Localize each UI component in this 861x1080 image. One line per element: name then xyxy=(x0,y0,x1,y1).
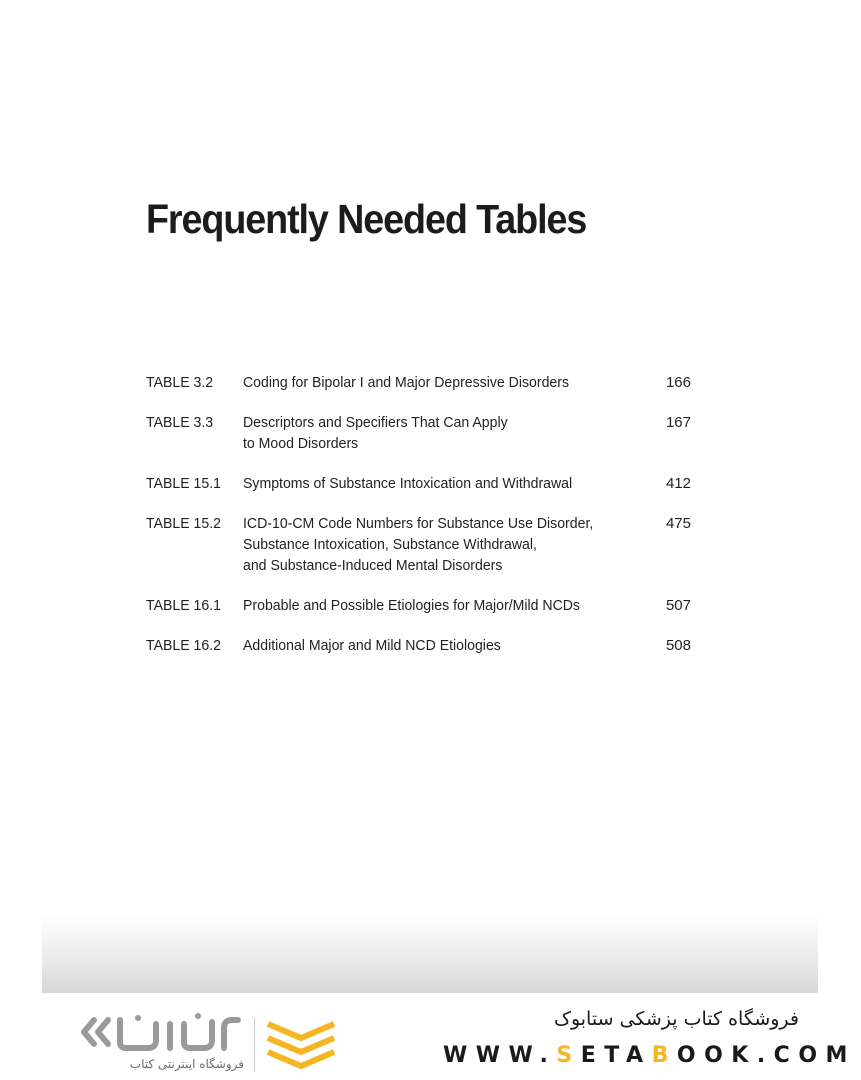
table-row xyxy=(146,372,691,393)
url-accent: B xyxy=(651,1043,677,1068)
table-title: Descriptors and Specifiers That Can Apply to Mood Disorders xyxy=(243,414,508,452)
table-page: 412 xyxy=(665,475,691,492)
table-number: TABLE 3.3 xyxy=(146,414,214,431)
chevron-stack-icon xyxy=(264,1018,338,1074)
url-accent: S xyxy=(556,1043,581,1068)
table-row xyxy=(146,595,691,616)
table-number: TABLE 16.2 xyxy=(146,637,221,654)
table-number: TABLE 3.2 xyxy=(146,374,214,391)
table-page: 507 xyxy=(665,597,691,614)
logo-divider xyxy=(254,1018,255,1072)
logo-wordmark-icon xyxy=(78,1012,243,1056)
table-number: TABLE 16.1 xyxy=(146,597,221,614)
table-page: 475 xyxy=(665,515,691,532)
table-row xyxy=(146,635,691,656)
page-title: Frequently Needed Tables xyxy=(146,196,587,242)
table-title: Additional Major and Mild NCD Etiologies xyxy=(243,637,501,654)
url-text: WWW. xyxy=(443,1043,557,1068)
logo-subtitle: فروشگاه اینترنتی کتاب xyxy=(129,1057,244,1071)
url-text: OOK.COM xyxy=(676,1043,856,1068)
table-title: Symptoms of Substance Intoxication and Withdrawal xyxy=(243,475,573,492)
store-logo xyxy=(78,1012,340,1078)
table-title: Probable and Possible Etiologies for Major/Mild NCDs xyxy=(243,597,580,614)
table-title: ICD-10-CM Code Numbers for Substance Use Disorder, Substance Intoxication, Substance Withdrawal, and Substance-Induced Mental Disorders xyxy=(243,515,594,574)
store-url[interactable] xyxy=(443,1043,856,1068)
table-row xyxy=(146,473,691,494)
table-page: 166 xyxy=(665,374,691,391)
store-name: فروشگاه کتاب پزشکی ستابوک xyxy=(553,1008,799,1030)
table-title: Coding for Bipolar I and Major Depressive Disorders xyxy=(243,374,570,391)
table-number: TABLE 15.2 xyxy=(146,515,221,532)
footer-shadow xyxy=(42,915,818,993)
tables-list xyxy=(146,372,691,675)
url-text: ETA xyxy=(580,1043,652,1068)
table-page: 167 xyxy=(665,414,691,431)
table-row xyxy=(146,513,691,576)
table-page: 508 xyxy=(665,637,691,654)
table-number: TABLE 15.1 xyxy=(146,475,221,492)
table-row xyxy=(146,412,691,454)
